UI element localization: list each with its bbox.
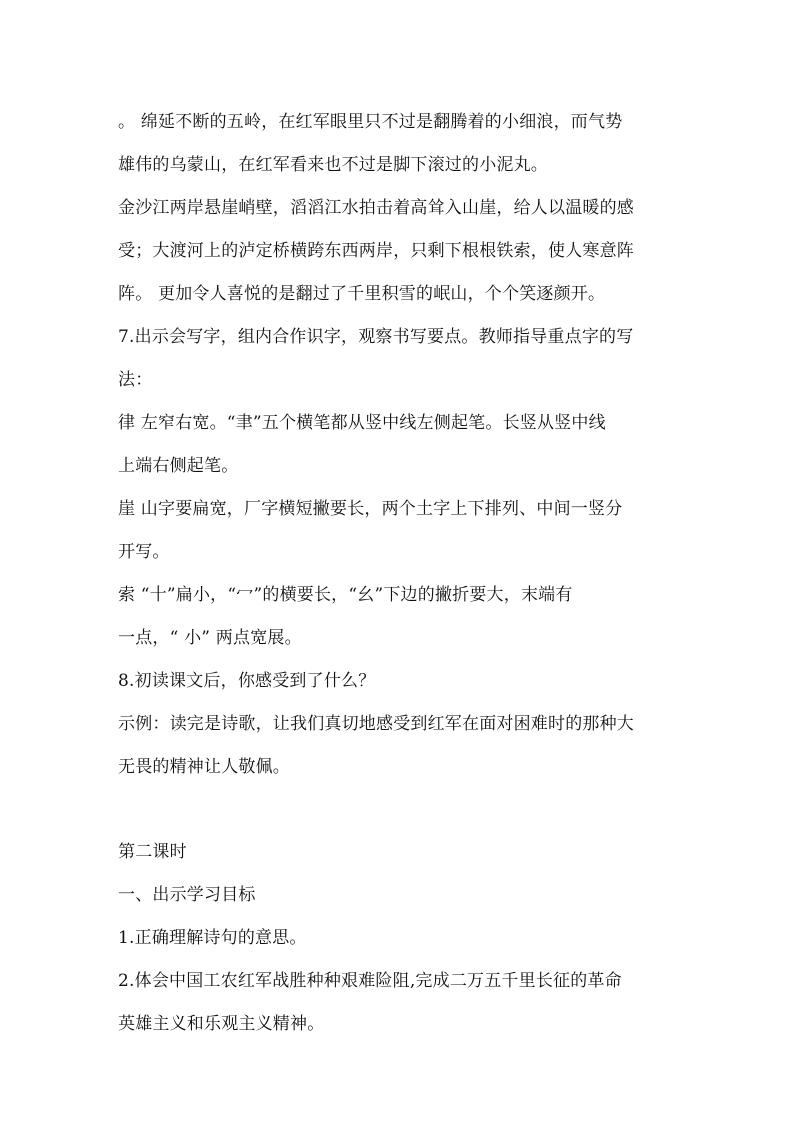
objective-item: 2.体会中国工农红军战胜种种艰难险阻,完成二万五千里长征的革命 — [118, 971, 622, 991]
objective-item: 1.正确理解诗句的意思。 — [118, 928, 307, 948]
text-line: 8.初读课文后，你感受到了什么？ — [118, 671, 376, 691]
text-line: 7.出示会写字，组内合作识字，观察书写要点。教师指导重点字的写 — [118, 327, 634, 347]
document-page — [118, 101, 678, 1046]
text-line: 一点，“ 小” 两点宽展。 — [118, 628, 302, 648]
text-line: 崖 山字要扁宽，厂字横短撇要长，两个土字上下排列、中间一竖分 — [118, 499, 623, 519]
text-line: 法： — [118, 370, 153, 390]
text-line: 雄伟的乌蒙山，在红军看来也不过是脚下滚过的小泥丸。 — [118, 155, 548, 175]
text-line: 开写。 — [118, 542, 170, 562]
text-line: 。 绵延不断的五岭，在红军眼里只不过是翻腾着的小细浪，而气势 — [118, 112, 623, 132]
section-subheading: 一、出示学习目标 — [118, 885, 256, 905]
text-line: 阵。 更加令人喜悦的是翻过了千里积雪的岷山，个个笑逐颜开。 — [118, 284, 606, 304]
section-spacer — [118, 789, 678, 831]
text-line: 律 左窄右宽。“聿”五个横笔都从竖中线左侧起笔。长竖从竖中线 — [118, 413, 606, 433]
text-line: 示例：读完是诗歌，让我们真切地感受到红军在面对困难时的那种大 — [118, 714, 634, 734]
text-line: 无畏的精神让人敬佩。 — [118, 757, 290, 777]
section-heading: 第二课时 — [118, 842, 187, 862]
text-line: 上端右侧起笔。 — [118, 456, 239, 476]
text-line: 金沙江两岸悬崖峭壁，滔滔江水拍击着高耸入山崖，给人以温暖的感 — [118, 198, 634, 218]
text-line: 索 “十”扁小，“冖”的横要长，“幺”下边的撇折要大，末端有 — [118, 585, 573, 605]
objective-item-continuation: 英雄主义和乐观主义精神。 — [118, 1014, 325, 1034]
text-line: 受；大渡河上的泸定桥横跨东西两岸，只剩下根根铁索，使人寒意阵 — [118, 241, 634, 261]
